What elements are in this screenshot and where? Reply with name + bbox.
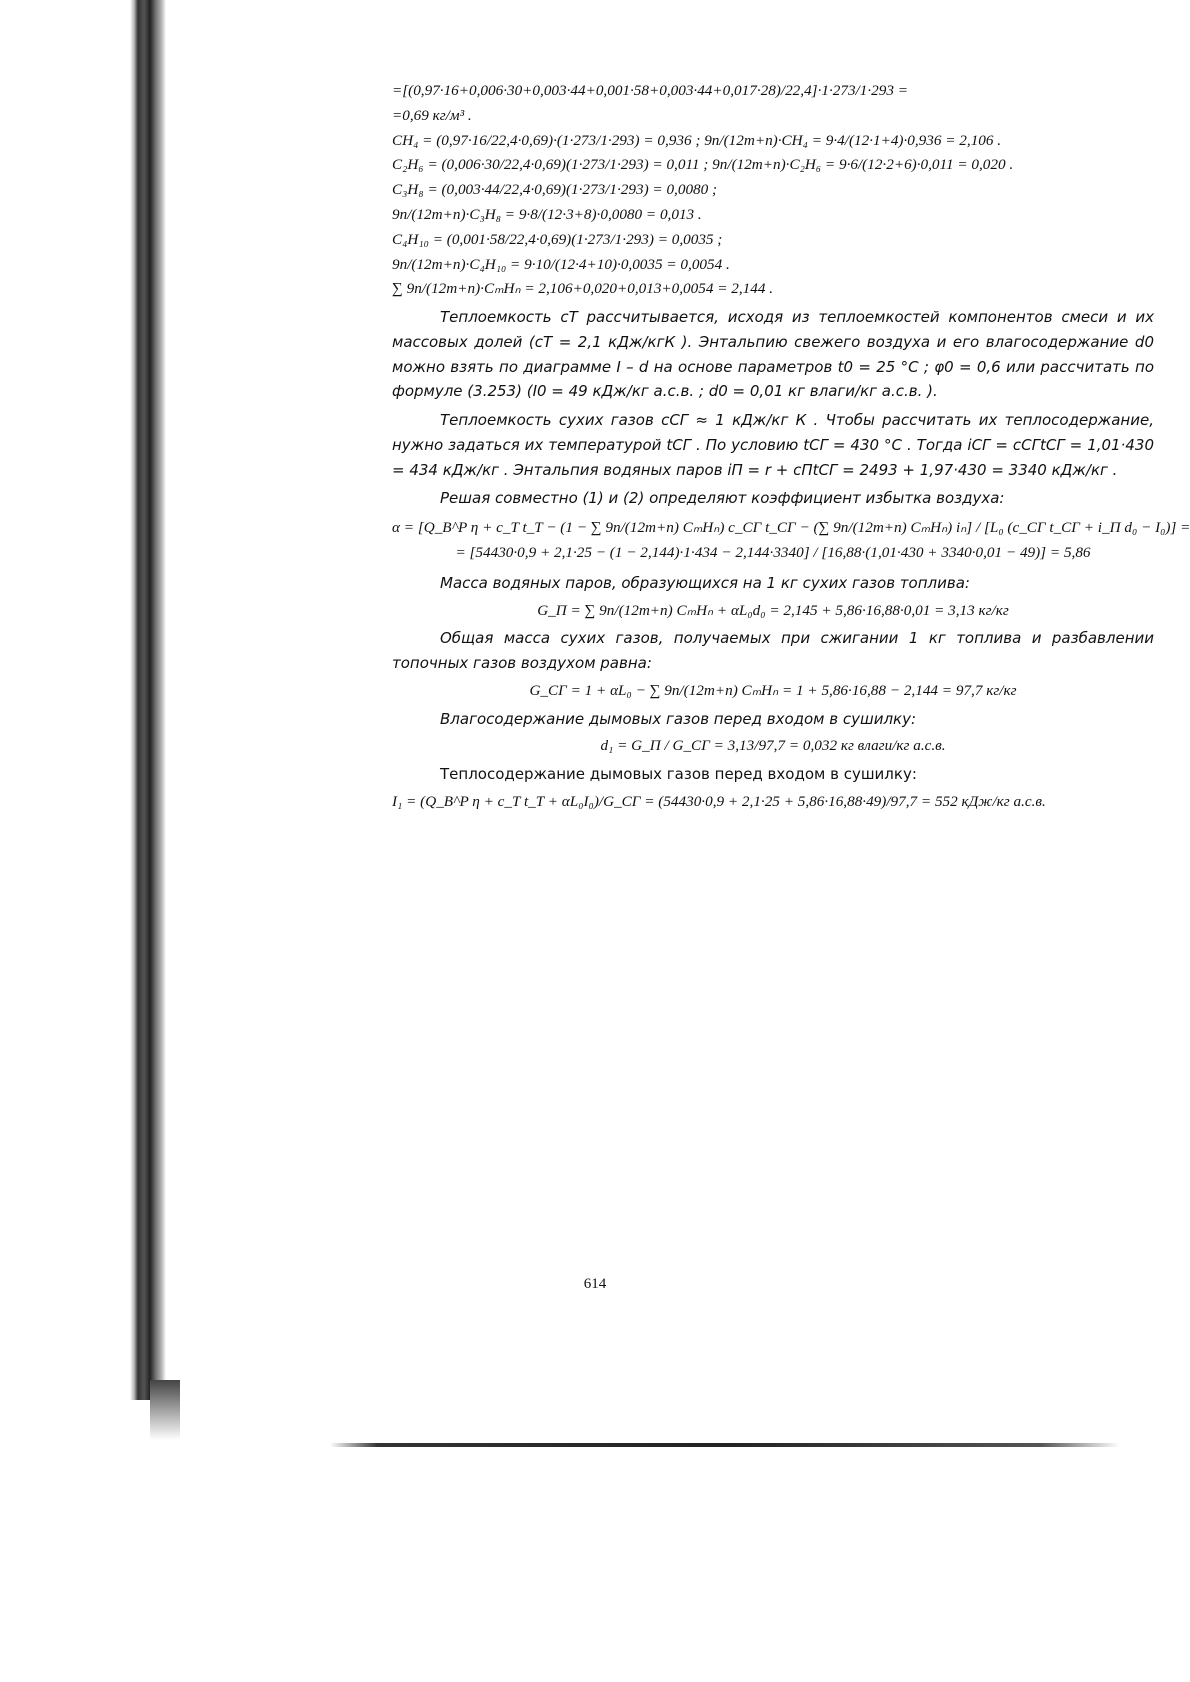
page-number: 614 (583, 1276, 607, 1292)
paragraph-water-vapor-mass: Масса водяных паров, образующихся на 1 кг сухих газов топлива: (440, 573, 970, 592)
paragraph-alpha-intro: Решая совместно (1) и (2) определяют коэффициент избытка воздуха: (440, 489, 1005, 508)
equation-gsg: G_СГ = 1 + αL₀ − ∑ 9n/(12m+n) CₘHₙ = 1 + 5,86·16,88 − 2,144 = 97,7 кг/кг (529, 681, 1017, 699)
paragraph-dry-gases: Теплоемкость сухих газов cСГ ≈ 1 кДж/кг К . Чтобы рассчитать их теплосодержание, нужно задаться их температурой tСГ . По условию tСГ = 430 °C . Тогда iСГ = cСГtСГ = 1,01·430 = 434 кДж/кг . Энтальпия водяных паров iП = r + cПtСГ = 2493 + 1,97·430 = 3340 кДж/кг . (392, 411, 1154, 479)
book-spine-tail (150, 1380, 180, 1440)
page-content (392, 78, 1190, 816)
equation-c2h6: C₂H₆ = (0,006·30/22,4·0,69)(1·273/1·293) = 0,011 ; 9n/(12m+n)·C₂H₆ = 9·6/(12·2+6)·0,011 = 0,020 . (392, 156, 1014, 174)
paragraph-heat-content: Теплосодержание дымовых газов перед входом в сушилку: (440, 765, 917, 784)
equation-ch4: CH₄ = (0,97·16/22,4·0,69)·(1·273/1·293) = 0,936 ; 9n/(12m+n)·CH₄ = 9·4/(12·1+4)·0,936 = 2,106 . (392, 131, 1002, 149)
paragraph-heat-capacity: Теплоемкость cT рассчитывается, исходя из теплоемкостей компонентов смеси и их массовых долей (cT = 2,1 кДж/кгК ). Энтальпию свежего воздуха и его влагосодержание d0 можно взять по диаграмме I – d на основе параметров t0 = 25 °C ; φ0 = 0,6 или рассчитать по формуле (3.253) (I0 = 49 кДж/кг а.с.в. ; d0 = 0,01 кг влаги/кг а.с.в. ). (392, 308, 1154, 401)
equation-c3h8-ratio: 9n/(12m+n)·C₃H₈ = 9·8/(12·3+8)·0,0080 = 0,013 . (392, 205, 702, 223)
paragraph-dry-gas-mass: Общая масса сухих газов, получаемых при сжигании 1 кг топлива и разбавлении топочных газов воздухом равна: (392, 629, 1154, 673)
equation-alpha: α = [Q_B^P η + c_T t_T − (1 − ∑ 9n/(12m+n) CₘHₙ) c_СГ t_СГ − (∑ 9n/(12m+n) CₘHₙ) iₙ] / [L₀ (c_СГ t_СГ + i_П d₀ − I₀)] = (392, 519, 1190, 537)
equation-sum: ∑ 9n/(12m+n)·CₘHₙ = 2,106+0,020+0,013+0,0054 = 2,144 . (392, 280, 774, 298)
equation-density: =[(0,97·16+0,006·30+0,003·44+0,001·58+0,003·44+0,017·28)/22,4]·1·273/1·293 = (392, 82, 908, 99)
equation-i1: I₁ = (Q_B^P η + c_T t_T + αL₀I₀)/G_СГ = (54430·0,9 + 2,1·25 + 5,86·16,88·49)/97,7 = 552 кДж/кг а.с.в. (392, 792, 1046, 810)
equation-density-result: =0,69 кг/м³ . (392, 106, 472, 124)
equation-gp: G_П = ∑ 9n/(12m+n) CₘHₙ + αL₀d₀ = 2,145 + 5,86·16,88·0,01 = 3,13 кг/кг (537, 601, 1009, 619)
book-spine-shadow (130, 0, 166, 1400)
equation-c4h10: C₄H₁₀ = (0,001·58/22,4·0,69)(1·273/1·293) = 0,0035 ; (392, 230, 723, 248)
bottom-scan-edge (330, 1443, 1120, 1447)
paragraph-moisture-content: Влагосодержание дымовых газов перед входом в сушилку: (440, 709, 917, 728)
equation-c4h10-ratio: 9n/(12m+n)·C₄H₁₀ = 9·10/(12·4+10)·0,0035 = 0,0054 . (392, 255, 730, 273)
equation-alpha-result: = [54430·0,9 + 2,1·25 − (1 − 2,144)·1·434 − 2,144·3340] / [16,88·(1,01·430 + 3340·0,01 − 49)] = 5,86 (455, 543, 1091, 561)
equation-d1: d₁ = G_П / G_СГ = 3,13/97,7 = 0,032 кг влаги/кг а.с.в. (600, 737, 946, 755)
equation-c3h8: C₃H₈ = (0,003·44/22,4·0,69)(1·273/1·293) = 0,0080 ; (392, 181, 718, 199)
